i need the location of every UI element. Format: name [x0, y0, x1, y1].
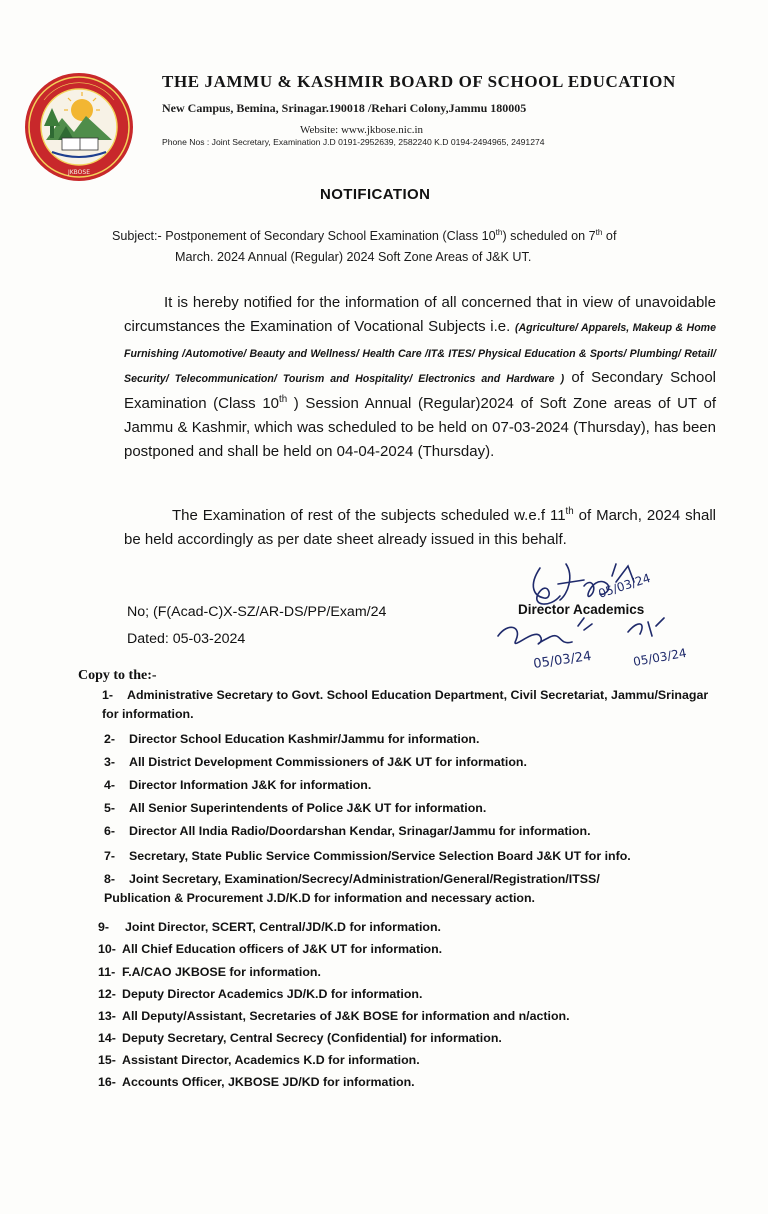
- list-item: 5- All Senior Superintendents of Police J&K UT for information.: [104, 801, 487, 815]
- list-item: 14- Deputy Secretary, Central Secrecy (Confidential) for information.: [98, 1031, 502, 1045]
- signature-date-1: 05/03/24: [596, 570, 653, 601]
- paragraph1-rest: ) Session Annual (Regular)2024 of Soft Zone areas of UT of Jammu & Kashmir, which was scheduled to be held on 07-03-2024 (Thursday), has been postponed and shall be held on 04-04-2024 (Thursday).: [124, 394, 716, 461]
- reference-date: Dated: 05-03-2024: [127, 631, 246, 647]
- svg-text:JKBOSE: JKBOSE: [67, 169, 91, 176]
- list-item: 12- Deputy Director Academics JD/K.D for information.: [98, 987, 423, 1001]
- paragraph2-a: The Examination of rest of the subjects scheduled w.e.f 11: [172, 507, 566, 524]
- copy-to-heading: Copy to the:-: [78, 668, 157, 683]
- organization-address: New Campus, Bemina, Srinagar.190018 /Rehari Colony,Jammu 180005: [162, 101, 527, 115]
- subject-sup-2: th: [595, 227, 603, 237]
- organization-website: Website: www.jkbose.nic.in: [300, 124, 424, 136]
- notification-body-paragraph-1: [124, 291, 716, 465]
- list-item: 9- Joint Director, SCERT, Central/JD/K.D for information.: [98, 920, 441, 934]
- list-item: 3- All District Development Commissioners of J&K UT for information.: [104, 755, 527, 769]
- subject-sup: th: [495, 227, 503, 237]
- subject-text-b: ) scheduled on 7: [502, 229, 596, 243]
- list-item: 13- All Deputy/Assistant, Secretaries of J&K BOSE for information and n/action.: [98, 1009, 570, 1023]
- notification-body-paragraph-2: [124, 504, 716, 553]
- organization-name: THE JAMMU & KASHMIR BOARD OF SCHOOL EDUCATION: [162, 72, 676, 91]
- subject-label: Subject:-: [112, 229, 162, 243]
- board-logo-emblem: [22, 70, 136, 184]
- paragraph2-sup: th: [565, 506, 574, 517]
- paragraph1-mid: of Secondary School Examination (Class 10: [124, 369, 717, 412]
- list-item: 16- Accounts Officer, JKBOSE JD/KD for information.: [98, 1075, 415, 1089]
- signatory-title: Director Academics: [518, 602, 645, 617]
- notification-title: NOTIFICATION: [320, 186, 431, 203]
- list-item: 15- Assistant Director, Academics K.D for information.: [98, 1053, 420, 1067]
- list-item: 7- Secretary, State Public Service Commission/Service Selection Board J&K UT for info.: [104, 849, 631, 863]
- signature-date-2: 05/03/24: [532, 648, 593, 672]
- vocational-subjects-list: (Agriculture/ Apparels, Makeup & Home Furnishing /Automotive/ Beauty and Wellness/ Health Care /IT& ITES/ Physical Education & Sports/ Plumbing/ Retail/ Security/ Telecommunication/ Tourism and Hospitality/ Electronics and Hardware ): [124, 322, 716, 386]
- subject-text-a: Postponement of Secondary School Examination (Class 10: [165, 229, 496, 243]
- reference-number: No; (F(Acad-C)X-SZ/AR-DS/PP/Exam/24: [127, 604, 387, 620]
- subject-line: [112, 226, 717, 268]
- signature-date-3: 05/03/24: [632, 645, 688, 669]
- list-item: 10- All Chief Education officers of J&K UT for information.: [98, 942, 443, 956]
- paragraph1-sup: th: [279, 393, 288, 405]
- list-item: 11- F.A/CAO JKBOSE for information.: [98, 965, 321, 979]
- list-item: 4- Director Information J&K for information.: [104, 778, 372, 792]
- subject-text-c: of: [602, 229, 617, 243]
- paragraph1-intro: It is hereby notified for the information of all concerned that in view of unavoidable circumstances the Examination of Vocational Subjects i.e.: [124, 294, 716, 336]
- organization-phone: Phone Nos : Joint Secretary, Examination J.D 0191-2952639, 2582240 K.D 0194-2494965, 2491274: [162, 137, 545, 147]
- subject-text-line2: March. 2024 Annual (Regular) 2024 Soft Zone Areas of J&K UT.: [175, 250, 532, 264]
- list-item: 6- Director All India Radio/Doordarshan Kendar, Srinagar/Jammu for information.: [104, 824, 591, 838]
- list-item: 1- Administrative Secretary to Govt. School Education Department, Civil Secretariat, Jammu/Srinagar for information.: [102, 688, 709, 721]
- list-item: 2- Director School Education Kashmir/Jammu for information.: [104, 732, 480, 746]
- list-item: 8- Joint Secretary, Examination/Secrecy/Administration/General/Registration/ITSS/ Publication & Procurement J.D/K.D for information and necessary action.: [104, 872, 600, 905]
- paragraph2-b: of March, 2024 shall be held accordingly as per date sheet already issued in this behalf.: [124, 507, 717, 549]
